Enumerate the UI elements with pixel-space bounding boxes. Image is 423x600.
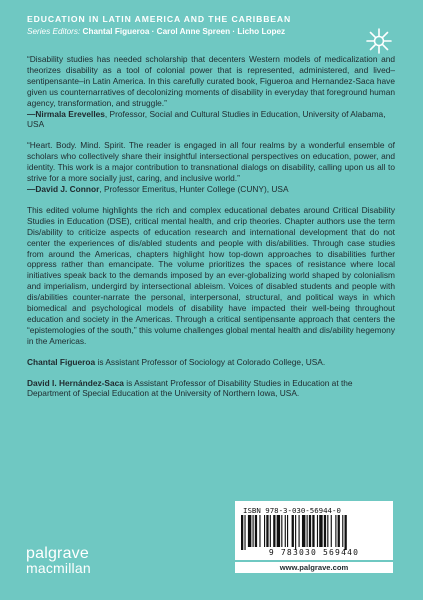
- series-editors-label: Series Editors:: [27, 27, 81, 36]
- endorsement-quote-1: “Disability studies has needed scholarship that decenters Western models of medicalization and theorizes disability as a tool of colonial power that is represented, administered, and lived–sentipensante–in Latin America. In this carefully curated book, Figueroa and Hernandez-Saca have given us counternarratives of decolonizing moments of disability in everyday that foreground human agency, transformation, and struggle.”: [27, 54, 395, 108]
- series-title: EDUCATION IN LATIN AMERICA AND THE CARIBBEAN: [27, 14, 292, 24]
- isbn-barcode-box: [235, 501, 393, 560]
- editor-bio-text-1: is Assistant Professor of Sociology at Colorado College, USA.: [95, 356, 326, 367]
- series-editors-names: Chantal Figueroa · Carol Anne Spreen · Licho Lopez: [82, 27, 286, 36]
- editor-name-2: David I. Hernández-Saca: [27, 377, 124, 388]
- endorsement-attribution-2: [27, 184, 395, 195]
- editor-bio-1: [27, 357, 395, 368]
- publisher-logo: [26, 547, 116, 575]
- cover-body: [27, 54, 395, 399]
- publisher-website: www.palgrave.com: [235, 562, 393, 573]
- editor-bio-2: [27, 378, 395, 400]
- endorser-name-2: —David J. Connor: [27, 183, 100, 194]
- publisher-logo-line-1: palgrave: [26, 545, 89, 562]
- endorsement-attribution-1: [27, 109, 395, 131]
- editor-bio-text-2: is Assistant Professor of Disability Studies in Education at the Department of Special Education at the University of Northern Iowa, USA.: [27, 377, 353, 399]
- endorsement-quote-2: “Heart. Body. Mind. Spirit. The reader is engaged in all four realms by a wonderful ensemble of scholars who collectively share their insightful intersectional perspectives on education, power, and identity. This work is a major contribution to transnational dialogs on disability, calling upon us all to strive for a more socially just, caring, and inclusive world.”: [27, 140, 395, 184]
- endorser-affiliation-2: , Professor Emeritus, Hunter College (CUNY), USA: [99, 183, 289, 194]
- publisher-logo-line-2: macmillan: [26, 560, 91, 576]
- springer-star-icon: [364, 26, 394, 56]
- editor-name-1: Chantal Figueroa: [27, 356, 96, 367]
- book-description: This edited volume highlights the rich and complex educational debates around Critical Disability Studies in Education (DSE), critical mental health, and crip theories. Chapter authors use the term Dis/ability to criticize aspects of education research and international development that do not center the experiences of dis/abled students and people with dis/abilities. Through case studies from around the Americas, chapters highlight how top-down approaches to disabilities further oppress rather than emancipate. The volume prioritizes the spaces of resistance where local initiatives speak back to the demands imposed by an ever-globalizing world shaped by colonialism and imperialism, undergird by intersectional ableism. Voices of disabled students and people with dis/abilities counter-narrate the personal, interpersonal, structural, and political ways in which biomedical and psychological models of disability have impacted their well-being throughout education and society in the Americas. Through a critical sentipensante approach that centers the “epistemologies of the south,” this volume challenges global mental health and dis/ability hegemony in the Americas.: [27, 204, 395, 346]
- endorser-name-1: —Nirmala Erevelles: [27, 108, 105, 119]
- endorser-affiliation-1: , Professor, Social and Cultural Studies in Education, University of Alabama, USA: [27, 108, 386, 130]
- barcode-icon: [239, 515, 389, 550]
- isbn-label: ISBN 978-3-030-56944-0: [243, 506, 341, 515]
- barcode-digits: 9 783030 569440: [268, 548, 360, 557]
- series-editors: [27, 27, 285, 36]
